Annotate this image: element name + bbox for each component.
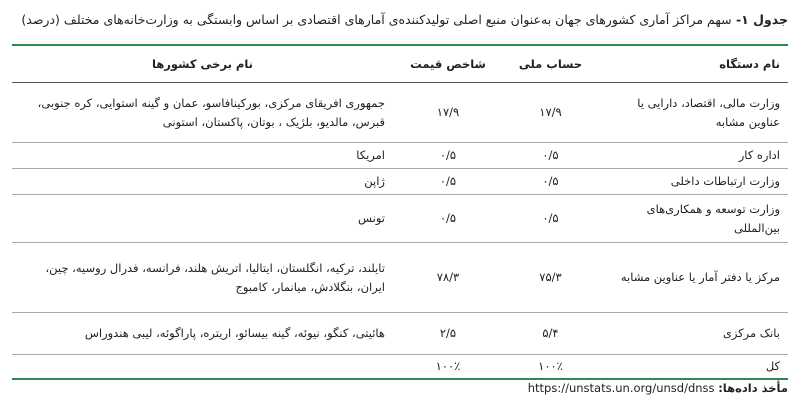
table-row — [12, 243, 788, 313]
cell-national-accounts: ۰/۵ — [542, 148, 559, 162]
cell-national-accounts: ۷۵/۳ — [539, 270, 562, 284]
cell-price-index: ۰/۵ — [439, 148, 457, 162]
cell-price-index: ۰/۵ — [439, 211, 457, 225]
cell-agency: بانک مرکزی — [722, 326, 780, 340]
table-row — [12, 169, 788, 195]
caption-text: سهم مراکز آماری کشورهای جهان به‌عنوان منبع اصلی تولیدکننده‌ی آمارهای اقتصادی بر اساس وابستگی به وزارت‌خانه‌های مختلف (درصد) — [21, 12, 732, 27]
table-row — [12, 313, 788, 355]
source-label: مأخذ داده‌ها: — [718, 381, 788, 395]
cell-countries: امریکا — [356, 148, 385, 162]
cell-agency: کل — [765, 358, 780, 373]
cell-price-index: ۱۰۰٪ — [435, 358, 461, 373]
cell-price-index: ۷۸/۳ — [436, 270, 460, 284]
cell-countries — [12, 355, 393, 379]
statistics-table — [12, 44, 788, 380]
data-source — [528, 381, 788, 395]
table-row — [12, 195, 788, 243]
cell-countries: تونس — [357, 211, 385, 225]
table-header-row — [12, 45, 788, 83]
table-row-total — [12, 355, 788, 379]
cell-national-accounts: ۰/۵ — [542, 211, 559, 225]
table-row — [12, 83, 788, 143]
cell-countries: ژاپن — [364, 174, 385, 188]
cell-countries: هائیتی، کنگو، نیوئه، گینه بیسائو، اریتره، پاراگوئه، لیبی هندوراس — [84, 326, 385, 340]
cell-national-accounts: ۵/۴ — [542, 326, 559, 340]
table-row — [12, 143, 788, 169]
cell-price-index: ۲/۵ — [439, 326, 457, 340]
cell-national-accounts: ۱۷/۹ — [539, 105, 562, 119]
caption-label: جدول ۱- — [735, 12, 788, 27]
cell-countries: تایلند، ترکیه، انگلستان، ایتالیا، اتریش هلند، فرانسه، فدرال روسیه، چین، ایران، بنگلادش، میانمار، کامبوج — [45, 260, 385, 294]
cell-price-index: ۰/۵ — [439, 174, 457, 188]
header-agency: نام دستگاه — [719, 57, 780, 71]
header-price-index: شاخص قیمت — [410, 57, 486, 71]
cell-agency: مرکز یا دفتر آمار یا عناوین مشابه — [620, 270, 780, 284]
cell-agency: وزارت مالی، اقتصاد، دارایی یا عناوین مشابه — [637, 95, 780, 129]
header-countries: نام برخی کشورها — [152, 57, 253, 71]
cell-agency: اداره کار — [738, 148, 780, 162]
cell-national-accounts: ۰/۵ — [542, 174, 559, 188]
cell-agency: وزارت توسعه و همکاری‌های بین‌المللی — [646, 201, 780, 235]
cell-agency: وزارت ارتباطات داخلی — [670, 174, 780, 188]
cell-countries: جمهوری افریقای مرکزی، بورکینافاسو، عمان و گینه استوایی، کره جنوبی، قبرس، مالدیو، بلژیک ، بوتان، پاکستان، استونی — [37, 95, 385, 129]
cell-national-accounts: ۱۰۰٪ — [538, 358, 563, 373]
header-national-accounts: حساب ملی — [518, 57, 583, 71]
source-url: https://unstats.un.org/unsd/dnss — [527, 381, 715, 395]
table-caption — [12, 12, 788, 27]
cell-price-index: ۱۷/۹ — [436, 105, 460, 119]
